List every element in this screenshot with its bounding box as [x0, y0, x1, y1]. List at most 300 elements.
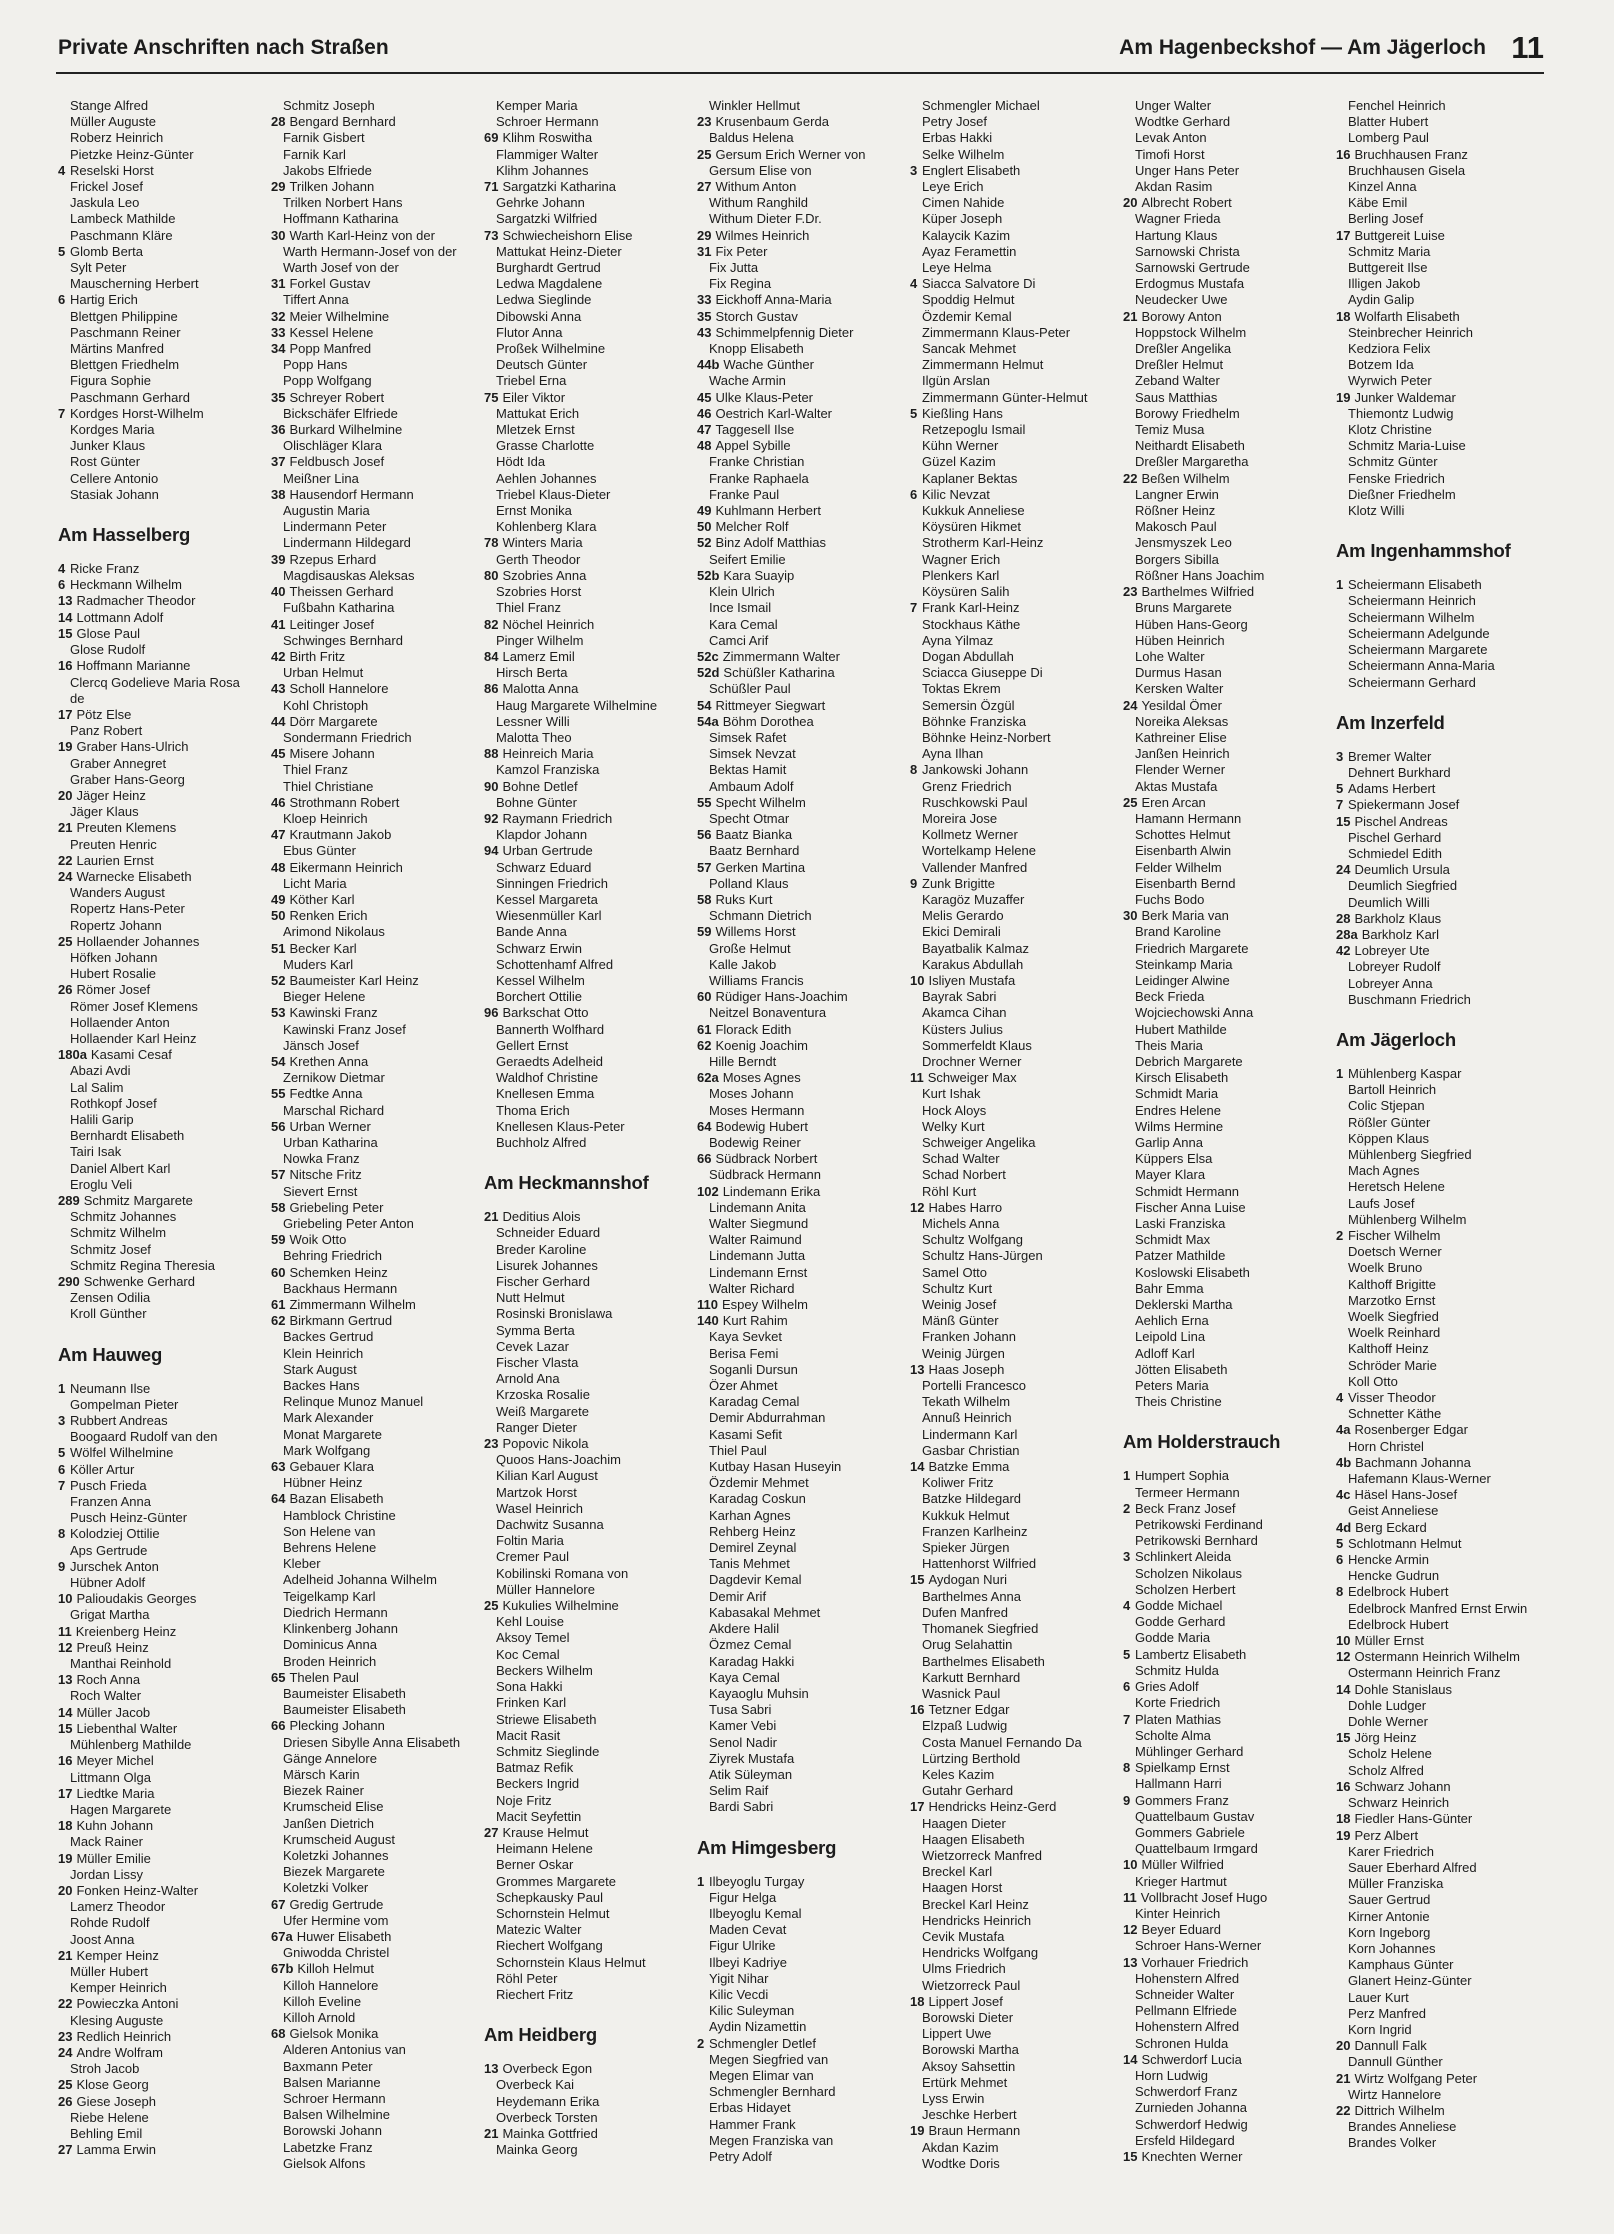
house-number — [1123, 1346, 1131, 1362]
resident-name: Erdogmus Mustafa — [1135, 276, 1245, 292]
house-number — [1123, 1378, 1131, 1394]
house-number: 289 — [58, 1193, 80, 1208]
resident-name: Schweiger Max — [927, 1070, 1017, 1086]
house-number — [484, 795, 492, 811]
list-item — [58, 2094, 267, 2110]
resident-name: Laski Franziska — [1135, 1216, 1226, 1232]
page-number: 11 — [1511, 30, 1544, 65]
list-item — [697, 1184, 906, 1200]
resident-name: Muders Karl — [283, 956, 354, 972]
resident-name: Neudecker Uwe — [1135, 292, 1228, 308]
list-item — [484, 989, 693, 1005]
list-item — [1336, 1520, 1545, 1536]
resident-name: Zensen Odilia — [70, 1290, 151, 1306]
resident-name: Batzke Emma — [928, 1459, 1010, 1475]
resident-name: Cevek Lazar — [496, 1338, 569, 1354]
house-number — [910, 1038, 918, 1054]
list-item — [697, 746, 906, 762]
resident-name: Gersum Erich Werner von — [715, 146, 866, 162]
resident-name: Böhnke Heinz-Norbert — [922, 729, 1051, 745]
list-item — [910, 730, 1119, 746]
house-number: 8 — [58, 1526, 66, 1542]
house-number — [910, 2107, 918, 2123]
house-number — [1123, 1232, 1131, 1248]
resident-name: Güzel Kazim — [922, 454, 996, 470]
list-item — [1336, 642, 1545, 658]
resident-name: Korn Ingrid — [1348, 2021, 1412, 2037]
list-item — [697, 2084, 906, 2100]
resident-name: Schmengler Michael — [922, 98, 1040, 113]
list-item — [484, 260, 693, 276]
list-item — [1336, 814, 1545, 830]
resident-name: Scholz Alfred — [1348, 1762, 1424, 1778]
list-item — [697, 681, 906, 697]
house-number — [697, 600, 705, 616]
resident-name: Sondermann Friedrich — [283, 729, 412, 745]
house-number — [58, 804, 66, 820]
house-number — [484, 114, 492, 130]
house-number: 290 — [58, 1274, 80, 1290]
list-item — [910, 957, 1119, 973]
list-item — [58, 471, 267, 487]
house-number — [910, 2156, 918, 2172]
resident-name: Gehrke Johann — [496, 195, 585, 211]
house-number: 1 — [697, 1873, 705, 1889]
house-number — [910, 292, 918, 308]
list-item — [271, 584, 480, 600]
resident-name: Petry Adolf — [709, 2148, 772, 2164]
house-number — [697, 1783, 705, 1799]
resident-name: Deumlich Ursula — [1354, 862, 1450, 878]
house-number — [1336, 130, 1344, 146]
resident-name: Fuchs Bodo — [1135, 891, 1205, 907]
list-item — [484, 422, 693, 438]
house-number: 4 — [1123, 1598, 1131, 1614]
house-number — [58, 1494, 66, 1510]
list-item — [271, 1103, 480, 1119]
house-number: 21 — [58, 820, 73, 836]
list-item — [271, 1864, 480, 1880]
house-number — [58, 1899, 66, 1915]
list-item — [271, 1346, 480, 1362]
house-number — [58, 1770, 66, 1786]
list-item — [1123, 1313, 1332, 1329]
list-item — [58, 1932, 267, 1948]
list-item — [484, 1517, 693, 1533]
house-number — [1336, 1601, 1344, 1617]
resident-name: Brandes Anneliese — [1348, 2119, 1457, 2135]
house-number — [271, 762, 279, 778]
house-number — [1336, 1892, 1344, 1908]
resident-name: Frank Karl-Heinz — [922, 600, 1020, 616]
house-number: 6 — [58, 1461, 66, 1477]
house-number: 4d — [1336, 1519, 1352, 1535]
house-number — [910, 341, 918, 357]
house-number — [697, 843, 705, 859]
house-number — [910, 1621, 918, 1637]
list-item — [484, 1582, 693, 1598]
house-number: 8 — [1123, 1760, 1131, 1776]
list-item — [1123, 617, 1332, 633]
house-number — [697, 1637, 705, 1653]
resident-name: Aydogan Nuri — [928, 1572, 1008, 1588]
resident-name: Meier Wilhelmine — [289, 308, 390, 324]
list-item — [484, 1387, 693, 1403]
house-number: 66 — [697, 1151, 712, 1167]
house-number: 22 — [1336, 2102, 1351, 2118]
list-item — [271, 1443, 480, 1459]
resident-name: Cellere Antonio — [70, 470, 159, 486]
house-number — [910, 1232, 918, 1248]
resident-name: Müller Franziska — [1348, 1876, 1444, 1892]
list-item — [697, 843, 906, 859]
house-number — [910, 1281, 918, 1297]
house-number — [697, 1890, 705, 1906]
resident-name: Kasami Sefit — [709, 1426, 782, 1442]
house-number — [58, 1607, 66, 1623]
resident-name: Lindermann Karl — [922, 1426, 1018, 1442]
house-number: 4 — [58, 162, 66, 178]
house-number — [58, 1802, 66, 1818]
resident-name: Grenz Friedrich — [922, 778, 1012, 794]
house-number — [484, 1809, 492, 1825]
list-item — [1336, 244, 1545, 260]
list-item — [1336, 292, 1545, 308]
house-number — [910, 1605, 918, 1621]
list-item — [271, 1945, 480, 1961]
house-number: 61 — [697, 1021, 712, 1037]
house-number: 23 — [1123, 584, 1138, 600]
resident-name: Schmann Dietrich — [709, 908, 812, 924]
resident-name: Kalaycik Kazim — [922, 227, 1011, 243]
resident-name: Zimmermann Wilhelm — [289, 1297, 416, 1313]
house-number — [484, 422, 492, 438]
list-item — [1123, 1938, 1332, 1954]
list-item — [1123, 1906, 1332, 1922]
house-number — [271, 1848, 279, 1864]
list-item — [910, 1378, 1119, 1394]
resident-name: Kayaoglu Muhsin — [709, 1685, 809, 1701]
list-item — [697, 179, 906, 195]
list-item — [1336, 1212, 1545, 1228]
list-item — [910, 1880, 1119, 1896]
list-item — [58, 1429, 267, 1445]
list-item — [697, 406, 906, 422]
house-number: 14 — [58, 1704, 73, 1720]
house-number — [910, 471, 918, 487]
house-number — [1336, 406, 1344, 422]
resident-name: Thiel Christiane — [283, 778, 374, 794]
resident-name: Langner Erwin — [1135, 486, 1219, 502]
resident-name: Matezic Walter — [496, 1922, 582, 1938]
list-item — [697, 1475, 906, 1491]
house-number: 46 — [697, 405, 712, 421]
resident-name: Vallender Manfred — [922, 859, 1028, 875]
resident-name: Krieger Hartmut — [1135, 1873, 1227, 1889]
resident-name: Geraedts Adelheid — [496, 1053, 603, 1069]
resident-name: Overbeck Kai — [496, 2077, 575, 2093]
house-number — [58, 1510, 66, 1526]
resident-name: Scholl Hannelore — [289, 681, 389, 697]
resident-name: Gommers Franz — [1135, 1792, 1229, 1808]
list-item — [1123, 1598, 1332, 1614]
house-number — [697, 1938, 705, 1954]
resident-name: Glomb Berta — [70, 243, 143, 259]
resident-name: Farnik Gisbert — [283, 130, 365, 146]
list-item — [910, 2075, 1119, 2091]
list-item — [910, 1556, 1119, 1572]
resident-name: Hödt Ida — [496, 454, 546, 470]
list-item — [1336, 959, 1545, 975]
resident-name: Graber Hans-Georg — [70, 771, 185, 787]
resident-name: Heimann Helene — [496, 1841, 593, 1857]
resident-name: Sona Hakki — [496, 1679, 563, 1695]
house-number — [58, 1112, 66, 1128]
list-item — [271, 260, 480, 276]
column-1 — [58, 98, 267, 2218]
list-item — [910, 1897, 1119, 1913]
list-item — [697, 2068, 906, 2084]
list-item — [58, 1737, 267, 1753]
house-number — [58, 357, 66, 373]
house-number: 36 — [271, 422, 286, 438]
house-number — [697, 1248, 705, 1264]
resident-name: Simsek Rafet — [709, 729, 787, 745]
resident-name: Spieker Jürgen — [922, 1540, 1010, 1556]
resident-name: Wolfarth Elisabeth — [1354, 308, 1460, 324]
resident-name: Frickel Josef — [70, 179, 143, 195]
list-item — [271, 211, 480, 227]
resident-name: Koletzki Volker — [283, 1880, 369, 1896]
resident-name: Heretsch Helene — [1348, 1179, 1445, 1195]
list-item — [58, 438, 267, 454]
house-number — [697, 552, 705, 568]
resident-name: Baxmann Peter — [283, 2058, 373, 2074]
resident-name: Horn Ludwig — [1135, 2067, 1208, 2083]
list-item — [271, 276, 480, 292]
resident-name: Schornstein Helmut — [496, 1905, 610, 1921]
resident-name: Scheiermann Wilhelm — [1348, 609, 1475, 625]
resident-name: Fix Regina — [709, 276, 772, 292]
resident-name: Monat Margarete — [283, 1426, 382, 1442]
house-number: 22 — [1123, 470, 1138, 486]
list-item — [910, 1103, 1119, 1119]
house-number — [271, 1281, 279, 1297]
house-number — [910, 519, 918, 535]
list-item — [1336, 1876, 1545, 1892]
resident-name: Ertürk Mehmet — [922, 2074, 1008, 2090]
house-number: 6 — [910, 486, 918, 502]
house-number: 71 — [484, 179, 499, 195]
resident-name: Scheiermann Anna-Maria — [1348, 658, 1495, 674]
resident-name: Lobreyer Rudolf — [1348, 959, 1441, 975]
house-number — [1123, 2019, 1131, 2035]
resident-name: Ranger Dieter — [496, 1419, 577, 1435]
list-item — [1336, 781, 1545, 797]
list-item — [697, 1971, 906, 1987]
resident-name: Klinkenberg Johann — [283, 1621, 398, 1637]
resident-name: Pischel Gerhard — [1348, 829, 1442, 845]
resident-name: Ince Ismail — [709, 600, 772, 616]
house-number: 12 — [910, 1199, 925, 1215]
house-number — [697, 1718, 705, 1734]
house-number — [271, 1524, 279, 1540]
list-item — [910, 1248, 1119, 1264]
resident-name: Polland Klaus — [709, 875, 789, 891]
resident-name: Walter Richard — [709, 1280, 795, 1296]
list-item — [1123, 147, 1332, 163]
resident-name: Melis Gerardo — [922, 908, 1004, 924]
resident-name: Habes Harro — [928, 1199, 1003, 1215]
house-number: 27 — [697, 179, 712, 195]
house-number — [910, 1005, 918, 1021]
resident-name: Ruks Kurt — [715, 891, 773, 907]
house-number — [484, 1054, 492, 1070]
resident-name: Klotz Christine — [1348, 422, 1432, 438]
resident-name: Müller Ernst — [1354, 1633, 1424, 1649]
resident-name: Dittrich Wilhelm — [1354, 2102, 1445, 2118]
house-number — [1123, 1695, 1131, 1711]
resident-name: Williams Francis — [709, 972, 804, 988]
house-number — [271, 2042, 279, 2058]
list-item — [1336, 895, 1545, 911]
list-item — [1123, 1362, 1332, 1378]
house-number: 1 — [1123, 1468, 1131, 1484]
house-number — [910, 892, 918, 908]
list-item — [58, 772, 267, 788]
resident-name: Proßek Wilhelmine — [496, 341, 606, 357]
list-item — [484, 276, 693, 292]
list-item — [697, 1955, 906, 1971]
house-number: 180a — [58, 1047, 87, 1063]
resident-name: Binz Adolf Matthias — [715, 535, 827, 551]
list-item — [1336, 1714, 1545, 1730]
resident-name: Kedziora Felix — [1348, 341, 1431, 357]
list-item — [910, 1265, 1119, 1281]
list-item — [58, 1258, 267, 1274]
house-number — [1123, 1200, 1131, 1216]
list-item — [697, 292, 906, 308]
house-number: 14 — [58, 609, 73, 625]
resident-name: Raymann Friedrich — [502, 810, 613, 826]
house-number — [484, 973, 492, 989]
house-number — [271, 519, 279, 535]
house-number — [58, 2110, 66, 2126]
resident-name: Höfken Johann — [70, 949, 158, 965]
resident-name: Cremer Paul — [496, 1549, 569, 1565]
list-item — [484, 2077, 693, 2093]
house-number: 48 — [697, 438, 712, 454]
house-number — [484, 244, 492, 260]
list-item — [1336, 1196, 1545, 1212]
resident-name: Winkler Hellmut — [709, 98, 801, 113]
list-item — [697, 1232, 906, 1248]
resident-name: Sauer Eberhard Alfred — [1348, 1859, 1477, 1875]
list-item — [697, 1216, 906, 1232]
list-item — [58, 1381, 267, 1397]
house-number: 20 — [1336, 2038, 1351, 2054]
list-item — [58, 1445, 267, 1461]
house-number — [697, 471, 705, 487]
house-number — [271, 1475, 279, 1491]
list-item — [484, 860, 693, 876]
house-number — [1123, 973, 1131, 989]
house-number — [1123, 1167, 1131, 1183]
house-number — [1123, 1614, 1131, 1630]
house-number — [484, 1103, 492, 1119]
list-item — [484, 795, 693, 811]
resident-name: Schneider Eduard — [496, 1225, 601, 1241]
resident-name: Kasami Cesaf — [90, 1047, 172, 1063]
list-item — [58, 130, 267, 146]
list-item — [271, 779, 480, 795]
list-item — [271, 1913, 480, 1929]
list-item — [484, 1776, 693, 1792]
resident-name: Böhnke Franziska — [922, 713, 1027, 729]
resident-name: Schmitz Regina Theresia — [70, 1257, 215, 1273]
list-item — [1336, 749, 1545, 765]
house-number — [58, 1980, 66, 1996]
resident-name: Rothkopf Josef — [70, 1095, 157, 1111]
list-item — [271, 1184, 480, 1200]
house-number — [484, 519, 492, 535]
resident-name: Dagdevir Kemal — [709, 1572, 802, 1588]
house-number — [484, 1258, 492, 1274]
list-item — [58, 966, 267, 982]
house-number — [484, 1452, 492, 1468]
list-item — [271, 1038, 480, 1054]
house-number: 14 — [1336, 1681, 1351, 1697]
resident-name: Popp Wolfgang — [283, 373, 372, 389]
resident-name: Durmus Hasan — [1135, 665, 1222, 681]
house-number — [271, 163, 279, 179]
house-number: 61 — [271, 1297, 286, 1313]
resident-name: Schmidt Maria — [1135, 1086, 1219, 1102]
list-item — [271, 438, 480, 454]
house-number: 9 — [910, 875, 918, 891]
resident-name: Balsen Marianne — [283, 2074, 381, 2090]
house-number — [697, 876, 705, 892]
list-item — [697, 795, 906, 811]
resident-name: Aehlich Erna — [1135, 1313, 1209, 1329]
resident-name: Thoma Erich — [496, 1102, 570, 1118]
house-number — [1336, 1990, 1344, 2006]
house-number — [910, 2026, 918, 2042]
list-item — [1336, 1471, 1545, 1487]
house-number: 10 — [1336, 1633, 1351, 1649]
house-number — [1336, 1147, 1344, 1163]
address-columns — [58, 98, 1548, 2218]
resident-name: Schüßler Paul — [709, 681, 791, 697]
resident-name: Wortelkamp Helene — [922, 843, 1036, 859]
house-number: 60 — [697, 989, 712, 1005]
list-item — [910, 1718, 1119, 1734]
house-number: 12 — [1123, 1922, 1138, 1938]
list-item — [1336, 228, 1545, 244]
list-item — [1336, 341, 1545, 357]
house-number: 25 — [58, 933, 73, 949]
house-number — [484, 714, 492, 730]
resident-name: Kutbay Hasan Huseyin — [709, 1459, 842, 1475]
resident-name: Schornstein Klaus Helmut — [496, 1954, 646, 1970]
list-item — [910, 163, 1119, 179]
list-item — [58, 1753, 267, 1769]
list-item — [484, 1679, 693, 1695]
house-number — [484, 1679, 492, 1695]
house-number — [484, 1614, 492, 1630]
list-item — [1336, 2103, 1545, 2119]
resident-name: Welky Kurt — [922, 1118, 985, 1134]
